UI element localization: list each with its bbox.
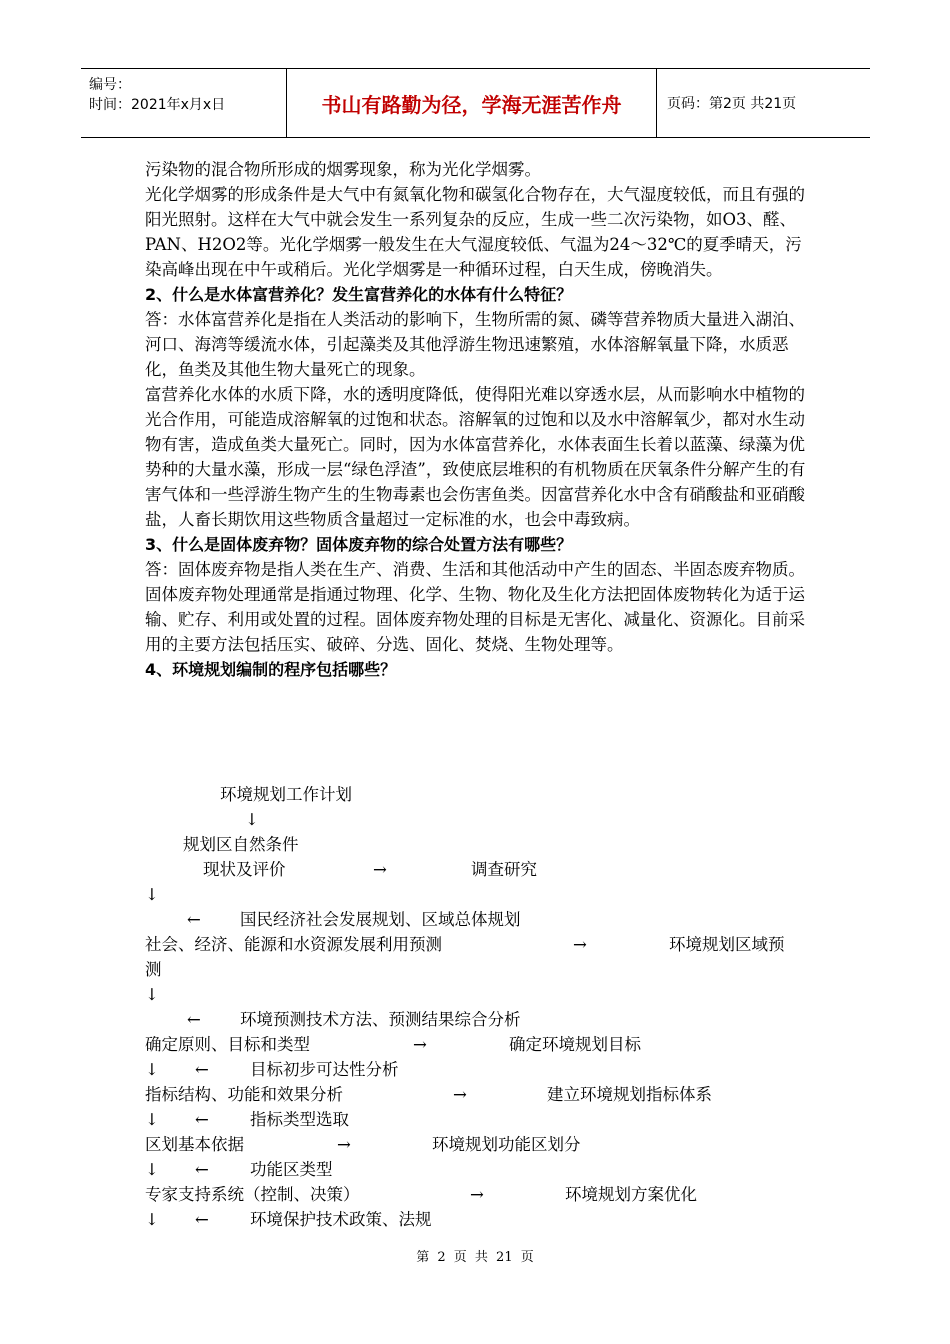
paragraph: 富营养化水体的水质下降，水的透明度降低，使得阳光难以穿透水层，从而影响水中植物的光合作用，可能造成溶解氧的过饱和状态。溶解氧的过饱和以及水中溶解氧少，都对水生动物有害，造成鱼类大量死亡。同时，因为水体富营养化，水体表面生长着以蓝藻、绿藻为优势种的大量水藻，形成一层“绿色浮渣”，致使底层堆积的有机物质在厌氧条件分解产生的有害气体和一些浮游生物产生的生物毒素也会伤害鱼类。因富营养化水中含有硝酸盐和亚硝酸盐，人畜长期饮用这些物质含量超过一定标准的水，也会中毒致病。 (145, 385, 806, 529)
flow-step: 环境规划方案优化 (565, 1185, 697, 1204)
flow-arrow-down: ↓ (145, 885, 159, 904)
flow-arrow-left: ← (195, 1160, 209, 1179)
page-footer: 第 2 页 共 21 页 (416, 1250, 534, 1265)
paragraph: 固体废弃物处理通常是指通过物理、化学、生物、物化及生化方法把固体废物转化为适于运输、贮存、利用或处置的过程。固体废弃物处理的目标是无害化、减量化、资源化。目前采用的主要方法包括压实、破碎、分选、固化、焚烧、生物处理等。 (145, 585, 805, 654)
flow-step: 环境规划功能区划分 (432, 1135, 581, 1154)
flow-input: 国民经济社会发展规划、区域总体规划 (240, 910, 521, 929)
flow-arrow-down: ↓ (145, 1110, 159, 1129)
document-body (145, 157, 810, 682)
flow-input: 功能区类型 (250, 1160, 333, 1179)
paragraph: 污染物的混合物所形成的烟雾现象，称为光化学烟雾。 (145, 160, 541, 179)
question-heading: 2、什么是水体富营养化？发生富营养化的水体有什么特征？ (145, 285, 573, 304)
paragraph: 答：固体废弃物是指人类在生产、消费、生活和其他活动中产生的固态、半固态废弃物质。 (145, 560, 805, 579)
flow-arrow-down: ↓ (245, 810, 259, 829)
flow-step: 建立环境规划指标体系 (547, 1085, 712, 1104)
flow-arrow-down: ↓ (145, 1060, 159, 1079)
flow-step: 现状及评价 (203, 860, 286, 879)
flow-step: 社会、经济、能源和水资源发展利用预测 (145, 935, 442, 954)
flow-arrow-right: → (337, 1135, 351, 1154)
document-number-label: 编号： (89, 77, 131, 93)
flow-step: 区划基本依据 (145, 1135, 244, 1154)
page-header (81, 68, 870, 138)
question-heading: 3、什么是固体废弃物？固体废弃物的综合处置方法有哪些？ (145, 535, 573, 554)
flow-arrow-right: → (573, 935, 587, 954)
flow-arrow-down: ↓ (145, 1160, 159, 1179)
flow-arrow-left: ← (195, 1210, 209, 1229)
flow-arrow-left: ← (187, 1010, 201, 1029)
flow-step-wrap: 测 (145, 960, 162, 979)
flow-arrow-left: ← (187, 910, 201, 929)
header-page-info: 页码：第2页 共21页 (667, 96, 797, 112)
flow-step: 确定环境规划目标 (509, 1035, 641, 1054)
flow-arrow-right: → (413, 1035, 427, 1054)
flow-arrow-down: ↓ (145, 985, 159, 1004)
flow-input: 环境保护技术政策、法规 (250, 1210, 432, 1229)
paragraph: 答：水体富营养化是指在人类活动的影响下，生物所需的氮、磷等营养物质大量进入湖泊、河口、海湾等缓流水体，引起藻类及其他浮游生物迅速繁殖，水体溶解氧量下降，水质恶化，鱼类及其他生物大量死亡的现象。 (145, 310, 805, 379)
flow-arrow-right: → (470, 1185, 484, 1204)
flow-step: 调查研究 (471, 860, 537, 879)
flow-step: 确定原则、目标和类型 (145, 1035, 310, 1054)
flow-step: 环境规划区域预 (669, 935, 785, 954)
header-meta (81, 69, 286, 137)
flow-step: 规划区自然条件 (183, 835, 299, 854)
flow-step: 环境规划工作计划 (220, 785, 352, 804)
flow-arrow-down: ↓ (145, 1210, 159, 1229)
flow-input: 目标初步可达性分析 (250, 1060, 399, 1079)
flow-arrow-right: → (373, 860, 387, 879)
document-date: 时间：2021年x月x日 (89, 97, 226, 113)
flow-step: 指标结构、功能和效果分析 (145, 1085, 343, 1104)
flow-arrow-left: ← (195, 1060, 209, 1079)
flow-arrow-left: ← (195, 1110, 209, 1129)
header-motto: 书山有路勤为径，学海无涯苦作舟 (286, 69, 657, 137)
question-heading: 4、环境规划编制的程序包括哪些？ (145, 660, 397, 679)
flow-step: 专家支持系统（控制、决策） (145, 1185, 360, 1204)
flow-input: 环境预测技术方法、预测结果综合分析 (240, 1010, 521, 1029)
paragraph: 光化学烟雾的形成条件是大气中有氮氧化物和碳氢化合物存在，大气湿度较低，而且有强的阳光照射。这样在大气中就会发生一系列复杂的反应，生成一些二次污染物，如O3、醛、PAN、H2O2等。光化学烟雾一般发生在大气湿度较低、气温为24～32℃的夏季晴天，污染高峰出现在中午或稍后。光化学烟雾是一种循环过程，白天生成，傍晚消失。 (145, 185, 805, 279)
flow-input: 指标类型选取 (250, 1110, 349, 1129)
flow-arrow-right: → (453, 1085, 467, 1104)
